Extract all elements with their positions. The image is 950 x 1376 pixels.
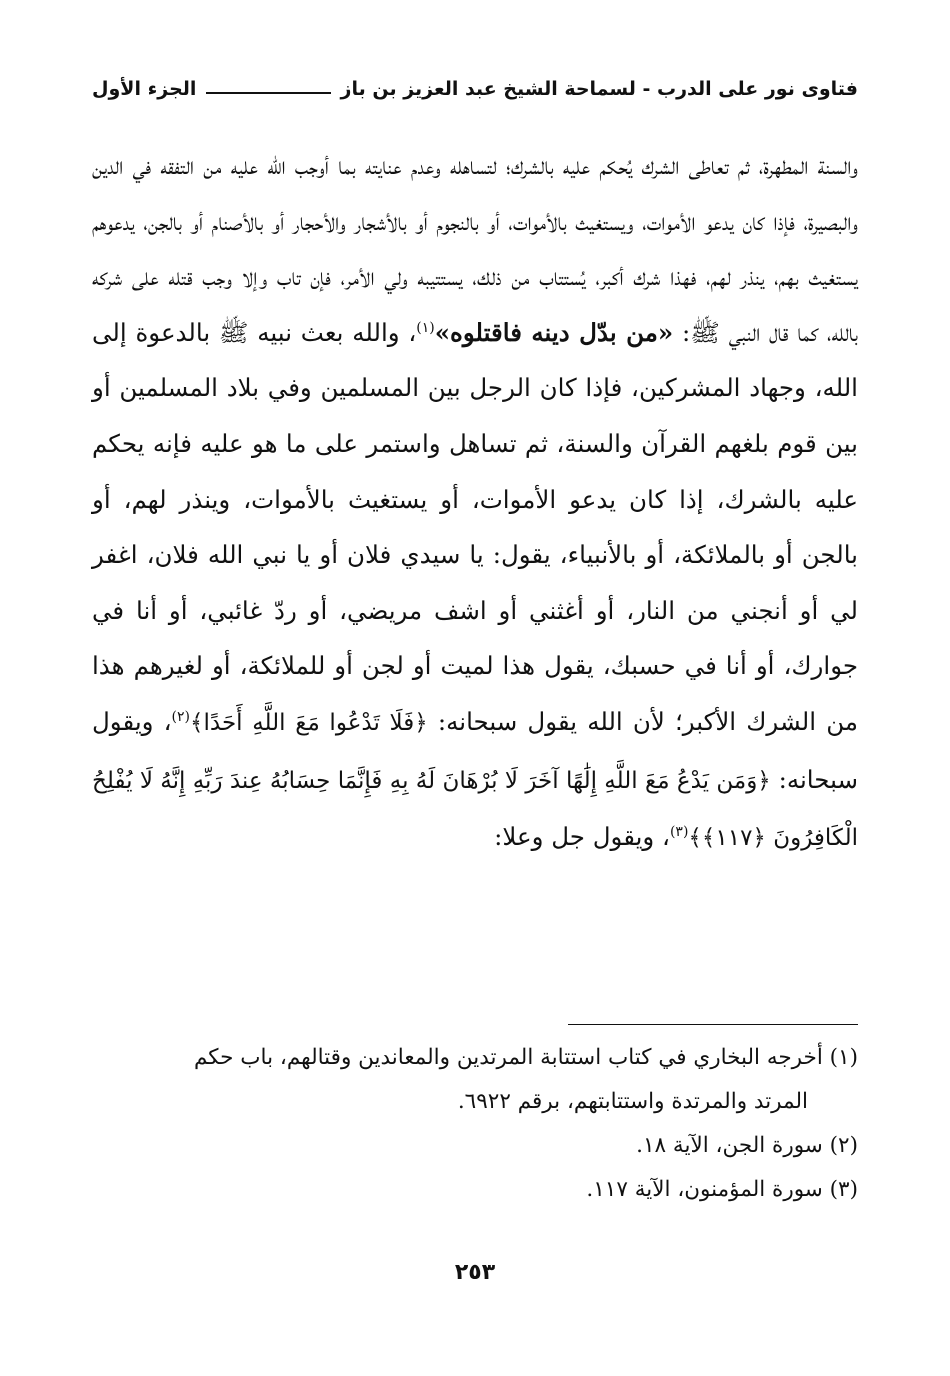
text-segment-2: ، والله بعث نبيه ﷺ بالدعوة إلى الله، وجهاد المشركين، فإذا كان الرجل بين المسلمين وفي بلاد المسلمين أو بين قوم بلغهم القرآن والسنة، ثم تساهل واستمر على ما هو عليه فإنه يحكم عليه بالشرك، إذا كان يدعو الأموات، أو يستغيث بالأموات، وينذر لهم، أو بالجن أو بالملائكة، أو بالأنبياء، يقول: يا سيدي فلان أو يا نبي الله فلان، اغفر لي أو أنجني من النار، أو أغثني أو اشف مريضي، أو ردّ غائبي، أو أنا في جوارك، أو أنا في حسبك، يقول هذا لميت أو لجن أو للملائكة، أو لغيرهم هذا من الشرك الأكبر؛ لأن الله يقول سبحانه: [92, 317, 858, 736]
footnotes [92, 1036, 858, 1212]
quran-verse-1: ﴿فَلَا تَدْعُوا مَعَ اللَّهِ أَحَدًا﴾ [190, 709, 428, 736]
text-segment-1: والسنة المطهرة، ثم تعاطى الشرك يُحكم عليه بالشرك؛ لتساهله وعدم عنايته بما أوجب الله عليه من التفقه في الدين والبصيرة، فإذا كان يدعو الأموات، ويستغيث بالأموات، أو بالنجوم أو بالأشجار والأحجار أو بالأصنام أو بالجن، يدعوهم يستغيث بهم، ينذر لهم، فهذا شرك أكبر، يُستتاب من ذلك، يستتيبه ولي الأمر، فإن تاب وإلا وجب قتله على شركه بالله، كما قال النبي ﷺ: [92, 151, 858, 347]
quran-verse-2: ﴿وَمَن يَدْعُ مَعَ اللَّهِ إِلَٰهًا آخَرَ لَا بُرْهَانَ لَهُ بِهِ فَإِنَّمَا حِسَابُهُ عِندَ رَبِّهِ إِنَّهُ لَا يُفْلِحُ الْكَافِرُونَ ﴿١١٧﴾﴾ [92, 767, 858, 852]
page-number: ٢٥٣ [454, 1260, 496, 1285]
header-rule [206, 92, 330, 94]
hadith-quote: «من بدّل دينه فاقتلوه» [434, 317, 674, 347]
text-segment-4: ، ويقول جل وعلا: [494, 822, 670, 852]
footnote-1-line-1: (١) أخرجه البخاري في كتاب استتابة المرتدين والمعاندين وقتالهم، باب حكم [194, 1045, 858, 1070]
running-header [92, 70, 858, 108]
main-text [92, 138, 858, 867]
footnote-3: (٣) سورة المؤمنون، الآية ١١٧. [586, 1177, 858, 1202]
volume-label: الجزء الأول [92, 78, 197, 100]
footnote-ref-3: (٣) [669, 823, 689, 840]
book-title: فتاوى نور على الدرب - لسماحة الشيخ عبد العزيز بن باز [340, 78, 858, 100]
footnote-ref-2: (٢) [171, 708, 191, 725]
footnote-2: (٢) سورة الجن، الآية ١٨. [636, 1133, 858, 1158]
footnote-1-line-2: المرتد والمرتدة واستتابتهم، برقم ٦٩٢٢. [457, 1089, 808, 1114]
text-segment-3: ، ويقول سبحانه: [92, 706, 858, 794]
footnote-ref-1: (١) [416, 319, 435, 336]
footnote-separator [568, 1024, 858, 1025]
main-paragraph [92, 138, 858, 867]
